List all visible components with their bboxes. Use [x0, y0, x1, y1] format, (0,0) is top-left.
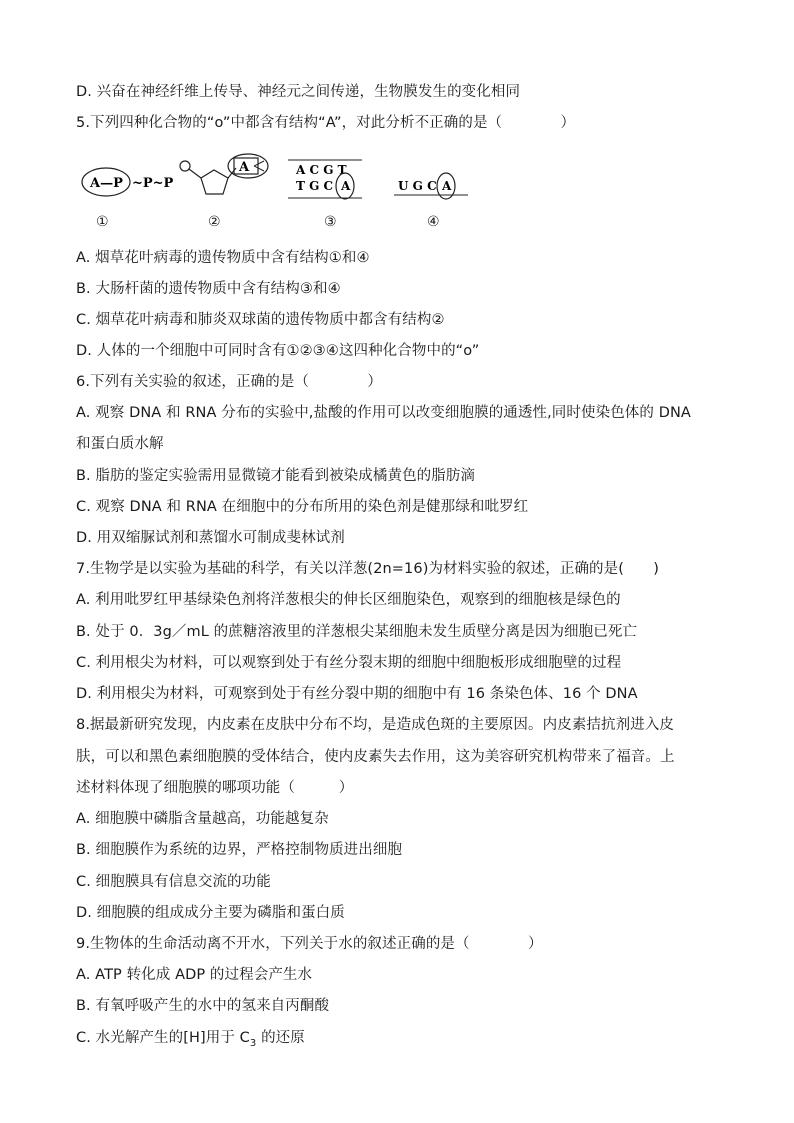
fig3-row1: A C G T — [296, 163, 347, 177]
q9-option-b: B. 有氧呼吸产生的水中的氢来自丙酮酸 — [76, 998, 330, 1014]
q7-option-a: A. 利用吡罗红甲基绿染色剂将洋葱根尖的伸长区细胞染色，观察到的细胞核是绿色的 — [76, 592, 621, 608]
q9-option-a: A. ATP 转化成 ADP 的过程会产生水 — [76, 967, 313, 983]
fig2-label: A — [239, 160, 250, 175]
fig1-label: A—P — [90, 176, 123, 191]
q7-option-d: D. 利用根尖为材料，可观察到处于有丝分裂中期的细胞中有 16 条染色体、16 个 DNA — [76, 686, 638, 702]
q7-stem: 7.生物学是以实验为基础的科学，有关以洋葱(2n=16)为材料实验的叙述，正确的是( ) — [76, 561, 659, 577]
fig3-caption: ③ — [324, 214, 337, 230]
q9c-text-end: 的还原 — [256, 1030, 305, 1046]
q9-option-c — [76, 1028, 305, 1054]
q6-option-a: A. 观察 DNA 和 RNA 分布的实验中,盐酸的作用可以改变细胞膜的通透性,同时使染色体的 DNA — [76, 405, 691, 421]
fig4-circled: A — [442, 179, 452, 193]
q9-stem: 9.生物体的生命活动离不开水，下列关于水的叙述正确的是（ ） — [76, 936, 543, 952]
q4-option-d: D. 兴奋在神经纤维上传导、神经元之间传递，生物膜发生的变化相同 — [76, 84, 521, 100]
q8-option-d: D. 细胞膜的组成成分主要为磷脂和蛋白质 — [76, 905, 345, 921]
fig1-caption: ① — [96, 214, 109, 230]
fig3-circled: A — [341, 179, 351, 193]
q8-option-a: A. 细胞膜中磷脂含量越高，功能越复杂 — [76, 811, 329, 827]
fig1-tail: ~P~P — [132, 176, 174, 191]
q6-option-c: C. 观察 DNA 和 RNA 在细胞中的分布所用的染色剂是健那绿和吡罗红 — [76, 499, 529, 515]
q8-stem-2: 肤，可以和黑色素细胞膜的受体结合，使内皮素失去作用，这为美容研究机构带来了福音。上 — [76, 749, 675, 765]
q5-stem: 5.下列四种化合物的“o”中都含有结构“A”，对此分析不正确的是（ ） — [76, 115, 576, 131]
fig2-sugar-ring — [201, 170, 228, 194]
q8-stem-1: 8.据最新研究发现，内皮素在皮肤中分布不均，是造成色斑的主要原因。内皮素拮抗剂进入皮 — [76, 717, 675, 733]
q6-option-b: B. 脂肪的鉴定实验需用显微镜才能看到被染成橘黄色的脂肪滴 — [76, 468, 476, 484]
q8-stem-3: 述材料体现了细胞膜的哪项功能（ ） — [76, 780, 354, 796]
fig2-phosphate — [180, 161, 190, 171]
fig3-row2: T G C — [296, 179, 334, 193]
q7-option-c: C. 利用根尖为材料，可以观察到处于有丝分裂末期的细胞中细胞板形成细胞壁的过程 — [76, 655, 622, 671]
q5-option-a: A. 烟草花叶病毒的遗传物质中含有结构①和④ — [76, 250, 370, 266]
fig2-caption: ② — [208, 214, 221, 230]
fig4-text: U G C — [398, 179, 437, 193]
q8-option-b: B. 细胞膜作为系统的边界，严格控制物质进出细胞 — [76, 842, 403, 858]
q7-option-b: B. 处于 0．3g／mL 的蔗糖溶液里的洋葱根尖某细胞未发生质壁分离是因为细胞已死亡 — [76, 624, 638, 640]
q5-option-d: D. 人体的一个细胞中可同时含有①②③④这四种化合物中的“o” — [76, 343, 480, 359]
q5-option-b: B. 大肠杆菌的遗传物质中含有结构③和④ — [76, 281, 341, 297]
q6-option-d: D. 用双缩脲试剂和蒸馏水可制成斐林试剂 — [76, 530, 345, 546]
q6-stem: 6.下列有关实验的叙述，正确的是（ ） — [76, 374, 383, 390]
q6-option-a-cont: 和蛋白质水解 — [76, 436, 164, 452]
q5-option-c: C. 烟草花叶病毒和肺炎双球菌的遗传物质中都含有结构② — [76, 312, 445, 328]
q9c-subscript: 3 — [249, 1037, 257, 1049]
fig4-caption: ④ — [427, 214, 440, 230]
q8-option-c: C. 细胞膜具有信息交流的功能 — [76, 874, 271, 890]
q9c-text: C. 水光解产生的[H]用于 C — [76, 1030, 250, 1046]
q5-figures — [76, 150, 496, 240]
